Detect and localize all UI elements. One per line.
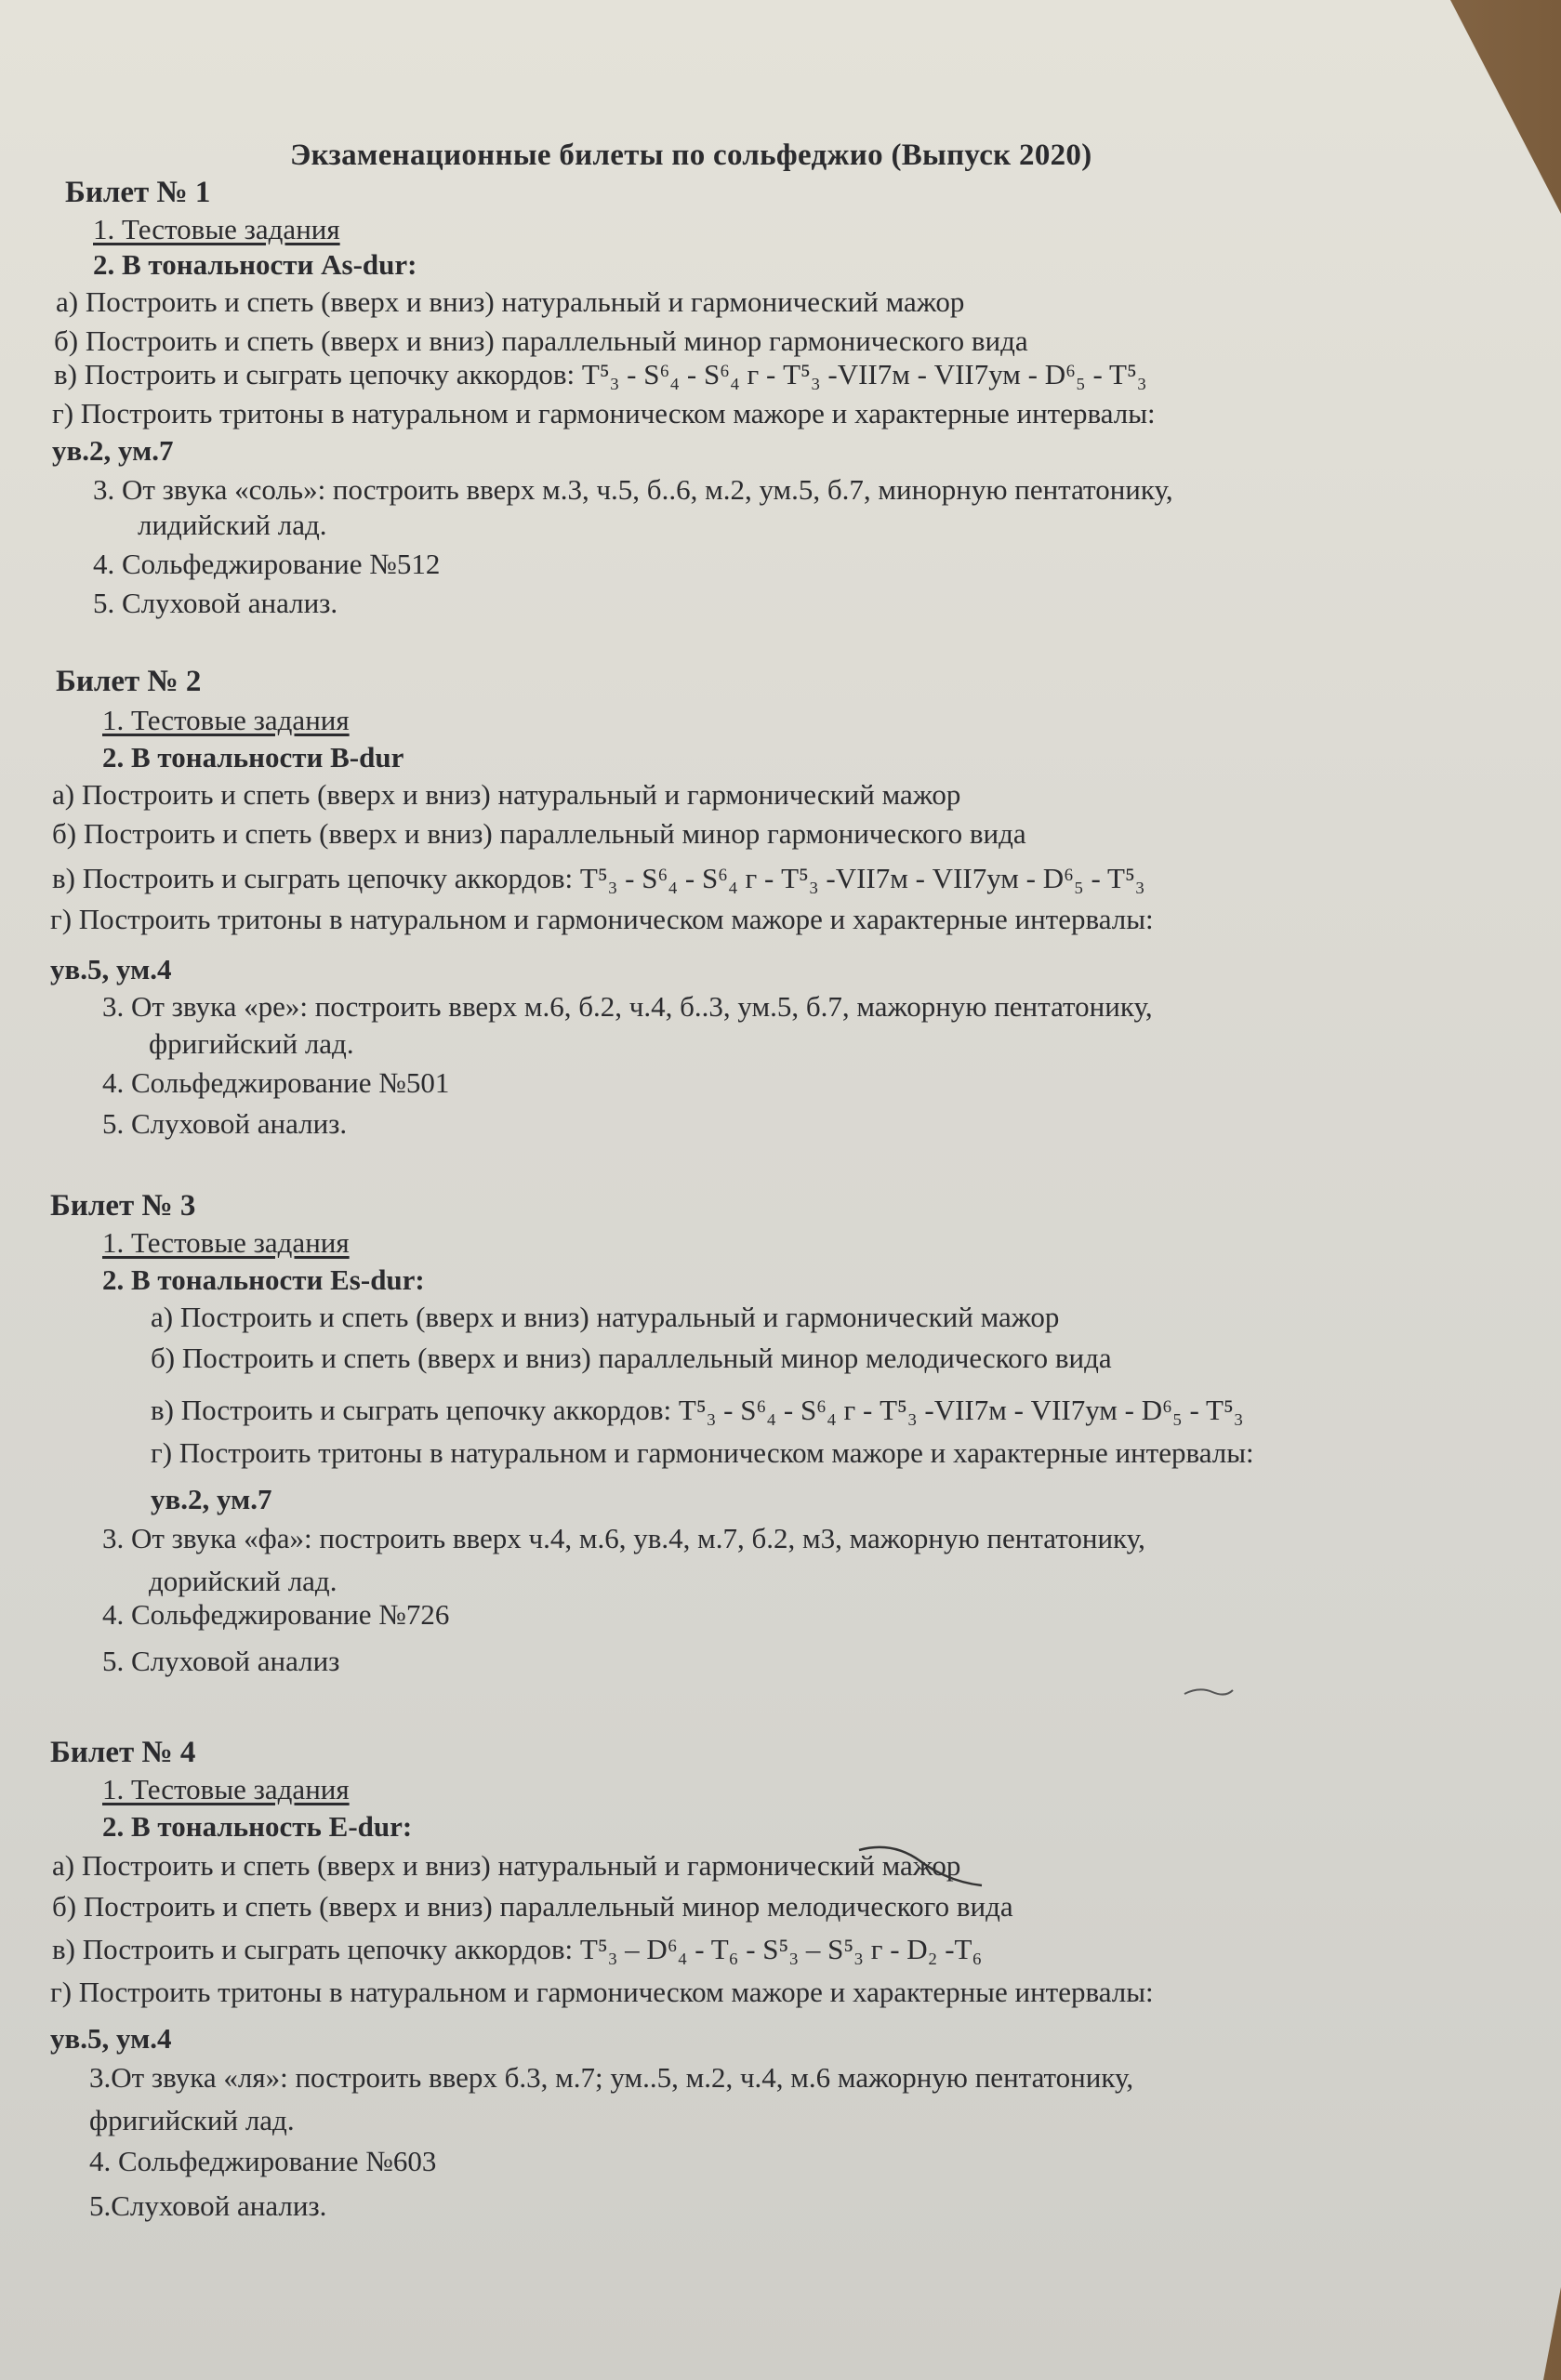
ticket-3-item-5: 5. Слуховой анализ [102,1645,340,1677]
ticket-1-item-3-cont: лидийский лад. [138,509,327,541]
ticket-3-intervals: ув.2, ум.7 [151,1483,272,1515]
ticket-4-item-1: 1. Тестовые задания [102,1773,350,1805]
ticket-1-item-1: 1. Тестовые задания [93,213,340,245]
pen-mark-icon [1181,1683,1237,1701]
ticket-4-heading: Билет № 4 [50,1736,196,1769]
ticket-4-task-d: г) Построить тритоны в натуральном и гармоническом мажоре и характерные интервалы: [50,1976,1154,2008]
ticket-2-task-b: б) Построить и спеть (вверх и вниз) параллельный минор гармонического вида [52,817,1026,850]
ticket-2-task-d: г) Построить тритоны в натуральном и гармоническом мажоре и характерные интервалы: [50,903,1154,935]
document-title: Экзаменационные билеты по сольфеджио (Выпуск 2020) [290,139,1092,172]
ticket-1-task-c: в) Построить и сыграть цепочку аккордов: T⁵₃ - S⁶₄ - S⁶₄ г - T⁵₃ -VII7м - VII7ум - D⁶₅ - T⁵₃ [54,358,1147,390]
ticket-1-intervals: ув.2, ум.7 [52,434,174,467]
ticket-3-task-a: а) Построить и спеть (вверх и вниз) натуральный и гармонический мажор [151,1301,1060,1333]
ticket-1-item-4: 4. Сольфеджирование №512 [93,548,441,580]
ticket-1-item-5: 5. Слуховой анализ. [93,587,338,619]
ticket-1-task-b: б) Построить и спеть (вверх и вниз) параллельный минор гармонического вида [54,324,1028,357]
ticket-3-item-2: 2. В тональности Es-dur: [102,1263,425,1296]
ticket-4-item-2: 2. В тональность E-dur: [102,1810,413,1843]
pen-stroke-icon [855,1841,986,1897]
ticket-1-task-a: а) Построить и спеть (вверх и вниз) натуральный и гармонический мажор [56,285,965,318]
ticket-2-intervals: ув.5, ум.4 [50,953,172,985]
ticket-1-heading: Билет № 1 [65,176,211,209]
ticket-4-task-c: в) Построить и сыграть цепочку аккордов: T⁵₃ – D⁶₄ - T₆ - S⁵₃ – S⁵₃ г - D₂ -T₆ [52,1933,983,1965]
ticket-2-item-4: 4. Сольфеджирование №501 [102,1066,450,1099]
ticket-3-task-b: б) Построить и спеть (вверх и вниз) параллельный минор мелодического вида [151,1342,1112,1374]
ticket-1-item-3: 3. От звука «соль»: построить вверх м.3, ч.5, б..6, м.2, ум.5, б.7, минорную пентатонику, [93,473,1173,506]
ticket-4-item-4: 4. Сольфеджирование №603 [89,2145,437,2177]
ticket-2-item-1: 1. Тестовые задания [102,704,350,736]
ticket-1-item-2: 2. В тональности As-dur: [93,248,417,281]
ticket-2-heading: Билет № 2 [56,665,202,698]
ticket-3-task-d: г) Построить тритоны в натуральном и гармоническом мажоре и характерные интервалы: [151,1436,1254,1469]
ticket-4-intervals: ув.5, ум.4 [50,2022,172,2055]
ticket-1-task-d: г) Построить тритоны в натуральном и гармоническом мажоре и характерные интервалы: [52,397,1156,430]
ticket-2-item-3: 3. От звука «ре»: построить вверх м.6, б.2, ч.4, б..3, ум.5, б.7, мажорную пентатонику, [102,990,1153,1023]
ticket-2-task-a: а) Построить и спеть (вверх и вниз) натуральный и гармонический мажор [52,778,961,811]
ticket-2-item-5: 5. Слуховой анализ. [102,1107,348,1140]
ticket-3-item-1: 1. Тестовые задания [102,1226,350,1259]
ticket-3-item-3: 3. От звука «фа»: построить вверх ч.4, м.6, ув.4, м.7, б.2, м3, мажорную пентатонику, [102,1522,1145,1554]
ticket-3-item-4: 4. Сольфеджирование №726 [102,1598,450,1631]
ticket-4-item-5: 5.Слуховой анализ. [89,2189,327,2222]
ticket-3-task-c: в) Построить и сыграть цепочку аккордов: T⁵₃ - S⁶₄ - S⁶₄ г - T⁵₃ -VII7м - VII7ум - D⁶₅ - T⁵₃ [151,1394,1244,1426]
ticket-4-task-b: б) Построить и спеть (вверх и вниз) параллельный минор мелодического вида [52,1890,1013,1923]
ticket-4-item-3: 3.От звука «ля»: построить вверх б.3, м.7; ум..5, м.2, ч.4, м.6 мажорную пентатонику, [89,2061,1134,2094]
ticket-3-item-3-cont: дорийский лад. [149,1565,337,1597]
ticket-2-task-c: в) Построить и сыграть цепочку аккордов: T⁵₃ - S⁶₄ - S⁶₄ г - T⁵₃ -VII7м - VII7ум - D⁶₅ - T⁵₃ [52,862,1145,894]
ticket-2-item-2: 2. В тональности B-dur [102,741,404,774]
ticket-4-task-a: а) Построить и спеть (вверх и вниз) натуральный и гармонический мажор [52,1849,961,1882]
ticket-3-heading: Билет № 3 [50,1189,196,1223]
ticket-2-item-3-cont: фригийский лад. [149,1027,354,1060]
ticket-4-item-3-cont: фригийский лад. [89,2104,295,2136]
